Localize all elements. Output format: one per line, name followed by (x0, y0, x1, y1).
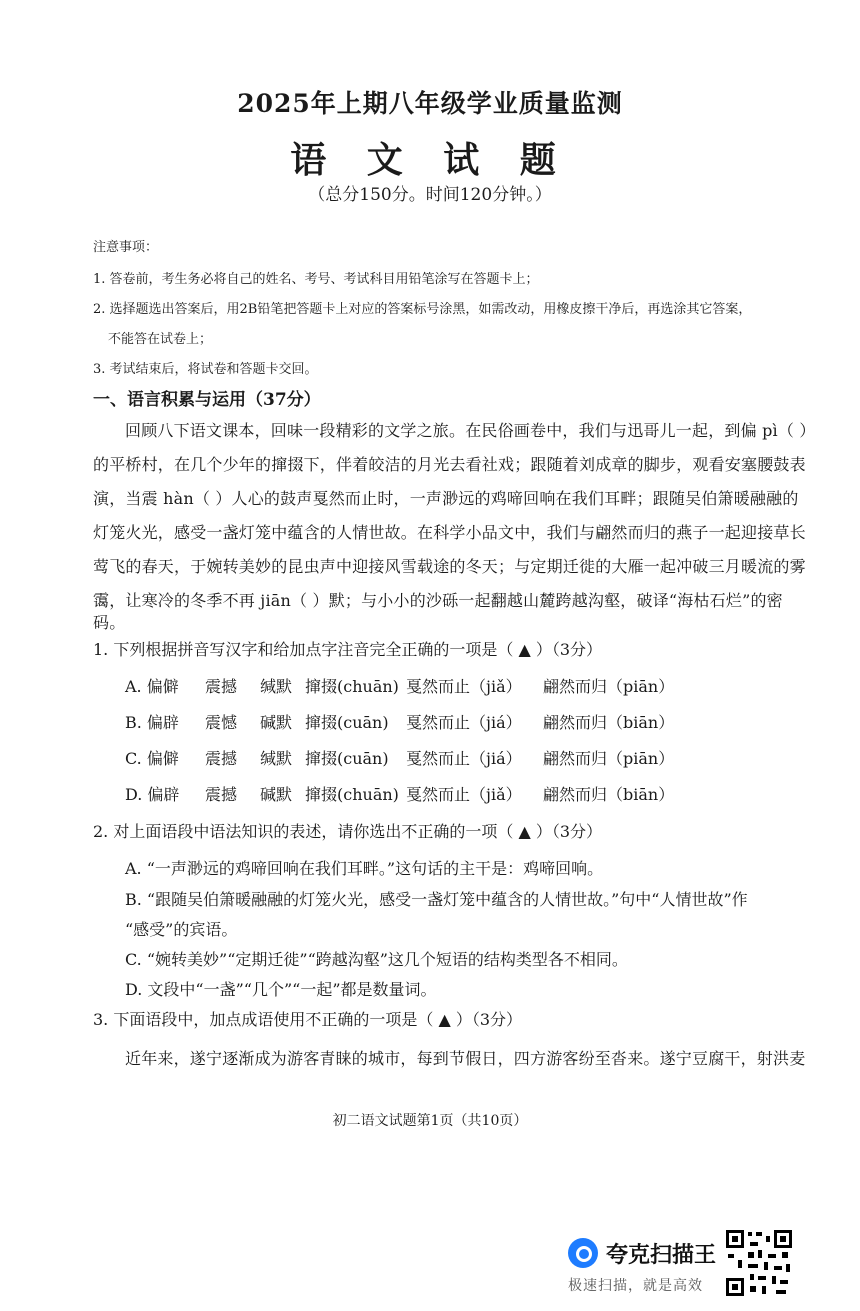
question-1-option-d (125, 782, 825, 804)
note-item-3: 3. 考试结束后，将试卷和答题卡交回。 (93, 362, 318, 377)
option-cell: 戛然而止（jiá） (406, 749, 522, 768)
question-2-stem: 2. 对上面语段中语法知识的表述，请你选出不正确的一项（ ▲ ）（3分） (93, 822, 603, 841)
passage-line: 演，当震 hàn（ ）人心的鼓声戛然而止时，一声渺远的鸡啼回响在我们耳畔；跟随吴伯箫暖融融的 (93, 489, 799, 508)
question-3-text: 近年来，遂宁逐渐成为游客青睐的城市，每到节假日，四方游客纷至沓来。遂宁豆腐干，射洪麦 (125, 1049, 806, 1068)
option-cell: 翩然而归（biān） (543, 785, 675, 804)
section-heading: 一、语言积累与运用（37分） (93, 390, 321, 410)
watermark-slogan: 极速扫描，就是高效 (568, 1278, 703, 1294)
option-cell: 碱默 (260, 713, 293, 732)
option-cell: 撺掇(chuān) (305, 785, 399, 804)
watermark-brand: 夸克扫描王 (606, 1243, 717, 1268)
option-cell: 戛然而止（jiǎ） (406, 677, 522, 696)
option-cell: 震憾 (205, 713, 238, 732)
question-1-option-a (125, 674, 825, 696)
passage-line: 灯笼火光，感受一盏灯笼中蕴含的人情世故。在科学小品文中，我们与翩然而归的燕子一起迎接草长 (93, 523, 806, 542)
qr-code-icon (724, 1228, 794, 1298)
option-cell: 碱默 (260, 785, 293, 804)
option-cell: 缄默 (260, 749, 293, 768)
option-cell: B. 偏辟 (125, 713, 179, 732)
option-cell: C. 偏僻 (125, 749, 179, 768)
option-cell: 缄默 (260, 677, 293, 696)
option-cell: 震撼 (205, 677, 238, 696)
subject-title: 语 文 试 题 (290, 139, 570, 181)
question-2-option-d: D. 文段中“一盏”“几个”“一起”都是数量词。 (125, 980, 437, 999)
question-1-option-b (125, 710, 825, 732)
page-footer: 初二语文试题第1页（共10页） (332, 1113, 528, 1129)
question-3-stem: 3. 下面语段中，加点成语使用不正确的一项是（ ▲ ）（3分） (93, 1010, 523, 1029)
option-cell: A. 偏僻 (125, 677, 179, 696)
question-2-option-b: B. “跟随吴伯箫暖融融的灯笼火光，感受一盏灯笼中蕴含的人情世故。”句中“人情世故”作 (125, 890, 748, 909)
option-cell: D. 偏辟 (125, 785, 180, 804)
note-item-1: 1. 答卷前，考生务必将自己的姓名、考号、考试科目用铅笔涂写在答题卡上； (93, 272, 539, 287)
option-cell: 撺掇(cuān) (305, 749, 389, 768)
passage-line: 的平桥村，在几个少年的撺掇下，伴着皎洁的月光去看社戏；跟随着刘成章的脚步，观看安塞腰鼓表 (93, 455, 806, 474)
option-cell: 震撼 (205, 749, 238, 768)
exam-info: （总分150分。时间120分钟。） (308, 185, 552, 205)
note-item-2: 2. 选择题选出答案后，用2B铅笔把答题卡上对应的答案标号涂黑，如需改动，用橡皮擦干净后，再选涂其它答案， (93, 302, 752, 317)
passage-line: 莺飞的春天，于婉转美妙的昆虫声中迎接风雪载途的冬天；与定期迁徙的大雁一起冲破三月暖流的雾 (93, 557, 806, 576)
option-cell: 戛然而止（jiá） (406, 713, 522, 732)
passage-line: 霭，让寒冷的冬季不再 jiān（ ）默；与小小的沙砾一起翻越山麓跨越沟壑，破译“海枯石烂”的密 (93, 591, 783, 610)
option-cell: 戛然而止（jiǎ） (406, 785, 522, 804)
question-1-stem: 1. 下列根据拼音写汉字和给加点字注音完全正确的一项是（ ▲ ）（3分） (93, 640, 603, 659)
option-cell: 翩然而归（piān） (543, 749, 675, 768)
option-cell: 震撼 (205, 785, 238, 804)
option-cell: 撺掇(chuān) (305, 677, 399, 696)
passage-line: 回顾八下语文课本，回味一段精彩的文学之旅。在民俗画卷中，我们与迅哥儿一起，到偏 pì（ ） (125, 421, 816, 440)
exam-title: 2025年上期八年级学业质量监测 (237, 89, 623, 118)
question-1-option-c (125, 746, 825, 768)
note-item-2-cont: 不能答在试卷上； (108, 332, 213, 347)
question-2-option-a: A. “一声渺远的鸡啼回响在我们耳畔。”这句话的主干是：鸡啼回响。 (125, 859, 604, 878)
option-cell: 翩然而归（biān） (543, 713, 675, 732)
option-cell: 撺掇(cuān) (305, 713, 389, 732)
notes-heading: 注意事项： (93, 240, 159, 255)
passage-line: 码。 (93, 613, 126, 632)
option-cell: 翩然而归（piān） (543, 677, 675, 696)
question-2-option-c: C. “婉转美妙”“定期迁徙”“跨越沟壑”这几个短语的结构类型各不相同。 (125, 950, 628, 969)
quark-logo-icon (568, 1238, 598, 1268)
question-2-option-b-cont: “感受”的宾语。 (125, 920, 238, 939)
